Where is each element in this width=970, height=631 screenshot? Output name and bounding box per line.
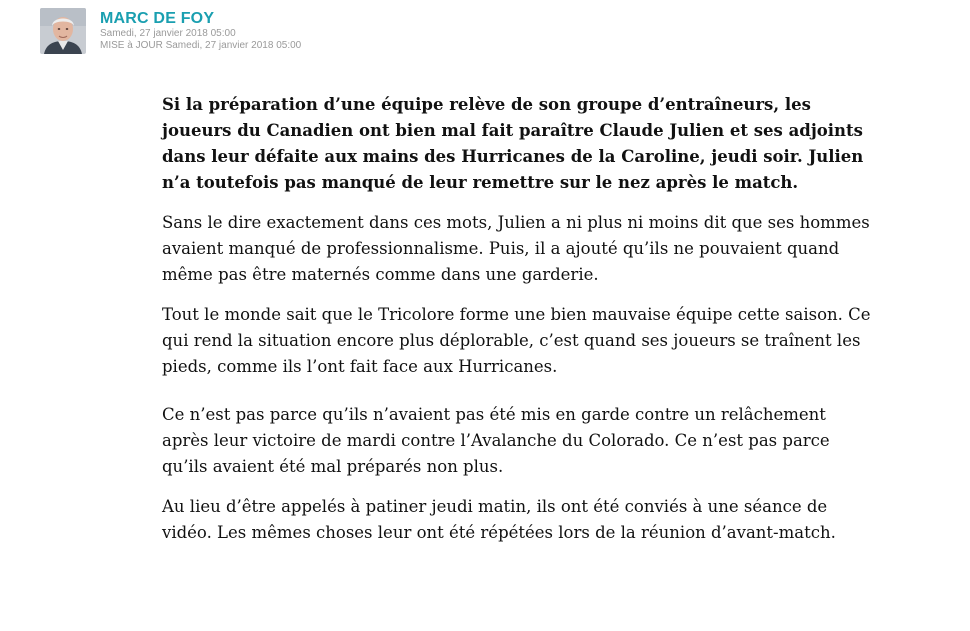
- updated-date: MISE à JOUR Samedi, 27 janvier 2018 05:00: [100, 40, 302, 51]
- author-byline: [40, 8, 301, 54]
- byline-text: [100, 8, 301, 52]
- author-name[interactable]: MARC DE FOY: [100, 10, 215, 27]
- article-paragraph: Sans le dire exactement dans ces mots, Julien a ni plus ni moins dit que ses hommes avaient manqué de professionnalisme. Puis, il a ajouté qu’ils ne pouvaient quand même pas être maternés comme dans une garderie.: [162, 213, 870, 284]
- article-paragraph: Au lieu d’être appelés à patiner jeudi matin, ils ont été conviés à une séance de vidéo. Les mêmes choses leur ont été répétées lors de la réunion d’avant-match.: [162, 497, 836, 542]
- author-portrait-icon[interactable]: [40, 8, 86, 54]
- article-paragraph: Ce n’est pas parce qu’ils n’avaient pas été mis en garde contre un relâchement après leur victoire de mardi contre l’Avalanche du Colorado. Ce n’est pas parce qu’ils avaient été mal préparés non plus.: [162, 405, 830, 476]
- published-date: Samedi, 27 janvier 2018 05:00: [100, 28, 236, 39]
- article-body: [162, 92, 874, 546]
- article-lead: Si la préparation d’une équipe relève de son groupe d’entraîneurs, les joueurs du Canadien ont bien mal fait paraître Claude Julien et ses adjoints dans leur défaite aux mains des Hurricanes de la Caroline, jeudi soir. Julien n’a toutefois pas manqué de leur remettre sur le nez après le match.: [162, 95, 864, 192]
- article-paragraph: Tout le monde sait que le Tricolore forme une bien mauvaise équipe cette saison. Ce qui rend la situation encore plus déplorable, c’est quand ses joueurs se traînent les pieds, comme ils l’ont fait face aux Hurricanes.: [162, 305, 871, 376]
